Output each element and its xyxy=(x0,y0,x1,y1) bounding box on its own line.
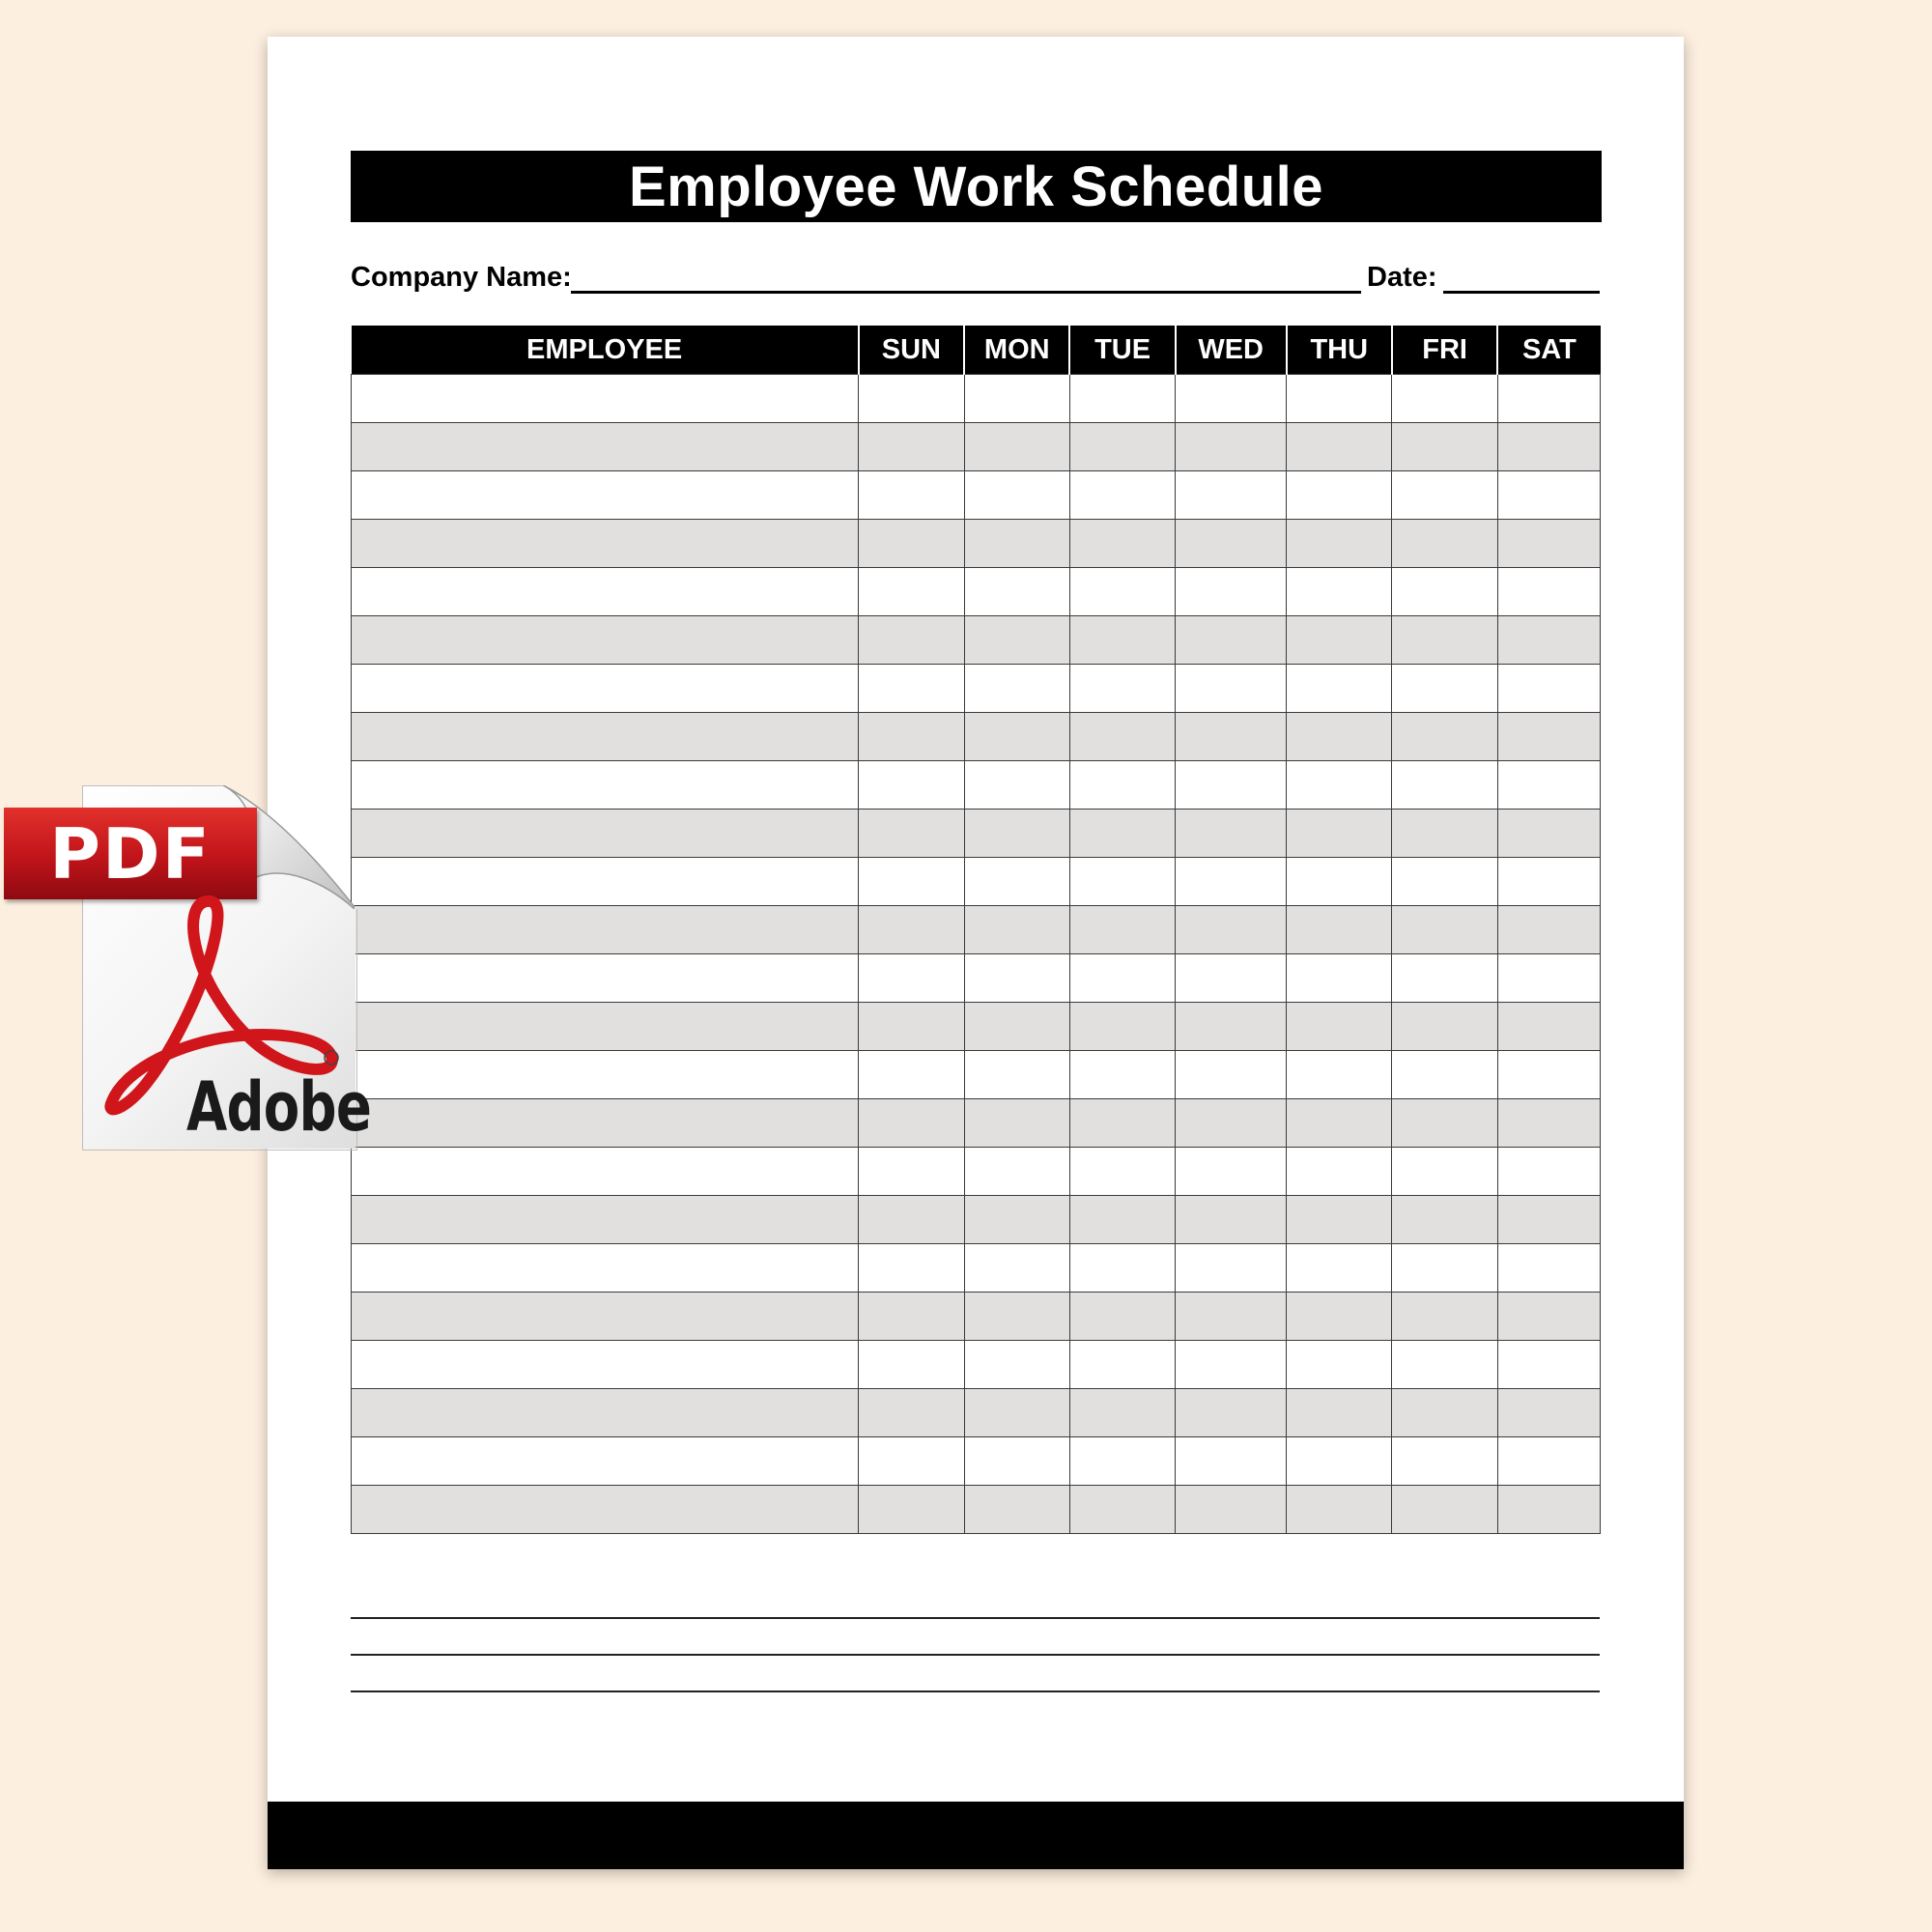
schedule-cell-mon[interactable] xyxy=(964,423,1069,471)
schedule-cell-fri[interactable] xyxy=(1392,713,1497,761)
schedule-cell-sun[interactable] xyxy=(859,1003,964,1051)
schedule-cell-sun[interactable] xyxy=(859,616,964,665)
notes-line[interactable] xyxy=(351,1690,1600,1692)
schedule-cell-sun[interactable] xyxy=(859,1437,964,1486)
schedule-cell-wed[interactable] xyxy=(1176,471,1287,520)
schedule-cell-tue[interactable] xyxy=(1069,1003,1175,1051)
schedule-cell-sun[interactable] xyxy=(859,568,964,616)
schedule-cell-fri[interactable] xyxy=(1392,954,1497,1003)
table-row xyxy=(352,1437,1601,1486)
schedule-cell-mon[interactable] xyxy=(964,858,1069,906)
schedule-cell-thu[interactable] xyxy=(1287,616,1392,665)
schedule-cell-tue[interactable] xyxy=(1069,665,1175,713)
schedule-table xyxy=(351,326,1601,1534)
table-row xyxy=(352,761,1601,810)
column-header-fri: FRI xyxy=(1392,326,1497,375)
schedule-cell-thu[interactable] xyxy=(1287,1341,1392,1389)
schedule-cell-thu[interactable] xyxy=(1287,1099,1392,1148)
schedule-cell-fri[interactable] xyxy=(1392,665,1497,713)
column-header-sun: SUN xyxy=(859,326,964,375)
schedule-cell-fri[interactable] xyxy=(1392,471,1497,520)
schedule-cell-mon[interactable] xyxy=(964,1244,1069,1293)
adobe-brand-label: Adobe xyxy=(186,1067,372,1147)
schedule-cell-sat[interactable] xyxy=(1497,665,1600,713)
schedule-cell-employee[interactable] xyxy=(352,1196,859,1244)
schedule-cell-thu[interactable] xyxy=(1287,1486,1392,1534)
schedule-cell-mon[interactable] xyxy=(964,1051,1069,1099)
schedule-cell-fri[interactable] xyxy=(1392,906,1497,954)
schedule-cell-employee[interactable] xyxy=(352,520,859,568)
schedule-cell-thu[interactable] xyxy=(1287,954,1392,1003)
schedule-cell-tue[interactable] xyxy=(1069,568,1175,616)
schedule-cell-wed[interactable] xyxy=(1176,665,1287,713)
schedule-cell-thu[interactable] xyxy=(1287,906,1392,954)
column-header-employee: EMPLOYEE xyxy=(352,326,859,375)
schedule-cell-wed[interactable] xyxy=(1176,423,1287,471)
schedule-cell-mon[interactable] xyxy=(964,616,1069,665)
table-row xyxy=(352,858,1601,906)
schedule-cell-thu[interactable] xyxy=(1287,713,1392,761)
table-row xyxy=(352,375,1601,423)
schedule-cell-tue[interactable] xyxy=(1069,1244,1175,1293)
schedule-cell-employee[interactable] xyxy=(352,1437,859,1486)
schedule-cell-sat[interactable] xyxy=(1497,1389,1600,1437)
schedule-cell-mon[interactable] xyxy=(964,1389,1069,1437)
footer-bar xyxy=(268,1802,1684,1869)
schedule-cell-thu[interactable] xyxy=(1287,520,1392,568)
schedule-cell-fri[interactable] xyxy=(1392,858,1497,906)
schedule-cell-employee[interactable] xyxy=(352,761,859,810)
schedule-cell-sat[interactable] xyxy=(1497,471,1600,520)
schedule-cell-mon[interactable] xyxy=(964,1099,1069,1148)
schedule-cell-tue[interactable] xyxy=(1069,1341,1175,1389)
schedule-cell-wed[interactable] xyxy=(1176,954,1287,1003)
schedule-cell-fri[interactable] xyxy=(1392,568,1497,616)
schedule-cell-thu[interactable] xyxy=(1287,858,1392,906)
schedule-cell-thu[interactable] xyxy=(1287,1244,1392,1293)
schedule-cell-thu[interactable] xyxy=(1287,761,1392,810)
schedule-cell-sat[interactable] xyxy=(1497,713,1600,761)
schedule-cell-employee[interactable] xyxy=(352,713,859,761)
table-row xyxy=(352,810,1601,858)
schedule-cell-sun[interactable] xyxy=(859,1341,964,1389)
table-row xyxy=(352,1196,1601,1244)
schedule-cell-employee[interactable] xyxy=(352,1003,859,1051)
schedule-cell-sat[interactable] xyxy=(1497,1051,1600,1099)
schedule-cell-wed[interactable] xyxy=(1176,1099,1287,1148)
schedule-cell-fri[interactable] xyxy=(1392,1244,1497,1293)
schedule-cell-mon[interactable] xyxy=(964,713,1069,761)
schedule-cell-sun[interactable] xyxy=(859,520,964,568)
schedule-cell-mon[interactable] xyxy=(964,906,1069,954)
schedule-cell-thu[interactable] xyxy=(1287,810,1392,858)
schedule-cell-employee[interactable] xyxy=(352,1486,859,1534)
table-row xyxy=(352,713,1601,761)
schedule-cell-fri[interactable] xyxy=(1392,1341,1497,1389)
date-label: Date: xyxy=(1367,262,1437,293)
schedule-cell-fri[interactable] xyxy=(1392,1003,1497,1051)
schedule-cell-tue[interactable] xyxy=(1069,1099,1175,1148)
schedule-cell-tue[interactable] xyxy=(1069,1486,1175,1534)
schedule-cell-employee[interactable] xyxy=(352,1148,859,1196)
schedule-cell-sat[interactable] xyxy=(1497,1196,1600,1244)
schedule-cell-tue[interactable] xyxy=(1069,1437,1175,1486)
table-row xyxy=(352,1148,1601,1196)
schedule-cell-sat[interactable] xyxy=(1497,1099,1600,1148)
schedule-cell-thu[interactable] xyxy=(1287,1148,1392,1196)
schedule-cell-tue[interactable] xyxy=(1069,810,1175,858)
schedule-cell-sun[interactable] xyxy=(859,1244,964,1293)
schedule-cell-wed[interactable] xyxy=(1176,375,1287,423)
schedule-cell-employee[interactable] xyxy=(352,665,859,713)
schedule-cell-sun[interactable] xyxy=(859,423,964,471)
schedule-cell-fri[interactable] xyxy=(1392,1437,1497,1486)
schedule-cell-tue[interactable] xyxy=(1069,858,1175,906)
schedule-cell-wed[interactable] xyxy=(1176,761,1287,810)
table-row xyxy=(352,568,1601,616)
schedule-cell-sun[interactable] xyxy=(859,1099,964,1148)
schedule-cell-sun[interactable] xyxy=(859,375,964,423)
pdf-label: PDF xyxy=(4,808,257,899)
schedule-page xyxy=(268,37,1684,1869)
schedule-cell-mon[interactable] xyxy=(964,1437,1069,1486)
table-row xyxy=(352,423,1601,471)
schedule-cell-employee[interactable] xyxy=(352,858,859,906)
column-header-tue: TUE xyxy=(1069,326,1175,375)
table-row xyxy=(352,1486,1601,1534)
company-name-label: Company Name: xyxy=(351,262,572,293)
table-row xyxy=(352,1003,1601,1051)
schedule-cell-sun[interactable] xyxy=(859,1389,964,1437)
schedule-cell-sun[interactable] xyxy=(859,954,964,1003)
schedule-cell-thu[interactable] xyxy=(1287,471,1392,520)
schedule-cell-sat[interactable] xyxy=(1497,1244,1600,1293)
schedule-cell-wed[interactable] xyxy=(1176,520,1287,568)
column-header-sat: SAT xyxy=(1497,326,1600,375)
schedule-cell-employee[interactable] xyxy=(352,616,859,665)
schedule-cell-thu[interactable] xyxy=(1287,568,1392,616)
schedule-cell-tue[interactable] xyxy=(1069,423,1175,471)
schedule-cell-wed[interactable] xyxy=(1176,1196,1287,1244)
schedule-cell-employee[interactable] xyxy=(352,1293,859,1341)
schedule-cell-fri[interactable] xyxy=(1392,1486,1497,1534)
schedule-cell-sat[interactable] xyxy=(1497,1437,1600,1486)
schedule-cell-thu[interactable] xyxy=(1287,423,1392,471)
schedule-cell-sun[interactable] xyxy=(859,665,964,713)
schedule-cell-sun[interactable] xyxy=(859,906,964,954)
schedule-cell-mon[interactable] xyxy=(964,1341,1069,1389)
schedule-cell-sun[interactable] xyxy=(859,1196,964,1244)
schedule-cell-employee[interactable] xyxy=(352,1389,859,1437)
schedule-cell-mon[interactable] xyxy=(964,954,1069,1003)
schedule-cell-employee[interactable] xyxy=(352,906,859,954)
schedule-cell-sun[interactable] xyxy=(859,810,964,858)
table-row xyxy=(352,954,1601,1003)
schedule-cell-tue[interactable] xyxy=(1069,761,1175,810)
schedule-cell-fri[interactable] xyxy=(1392,1196,1497,1244)
schedule-cell-thu[interactable] xyxy=(1287,1051,1392,1099)
schedule-cell-mon[interactable] xyxy=(964,1003,1069,1051)
table-row xyxy=(352,1051,1601,1099)
schedule-cell-wed[interactable] xyxy=(1176,1244,1287,1293)
schedule-cell-fri[interactable] xyxy=(1392,520,1497,568)
schedule-cell-mon[interactable] xyxy=(964,1486,1069,1534)
table-row xyxy=(352,1244,1601,1293)
schedule-cell-employee[interactable] xyxy=(352,471,859,520)
schedule-cell-tue[interactable] xyxy=(1069,1196,1175,1244)
schedule-cell-sun[interactable] xyxy=(859,761,964,810)
schedule-cell-sat[interactable] xyxy=(1497,954,1600,1003)
schedule-cell-thu[interactable] xyxy=(1287,1437,1392,1486)
date-field[interactable] xyxy=(1443,291,1600,294)
column-header-wed: WED xyxy=(1176,326,1287,375)
schedule-cell-sun[interactable] xyxy=(859,1051,964,1099)
schedule-cell-sat[interactable] xyxy=(1497,1486,1600,1534)
table-row xyxy=(352,1389,1601,1437)
schedule-cell-employee[interactable] xyxy=(352,568,859,616)
schedule-cell-employee[interactable] xyxy=(352,375,859,423)
schedule-cell-fri[interactable] xyxy=(1392,423,1497,471)
table-body xyxy=(352,375,1601,1534)
schedule-cell-wed[interactable] xyxy=(1176,1003,1287,1051)
schedule-cell-thu[interactable] xyxy=(1287,1196,1392,1244)
schedule-cell-wed[interactable] xyxy=(1176,1389,1287,1437)
schedule-cell-sun[interactable] xyxy=(859,471,964,520)
schedule-cell-sun[interactable] xyxy=(859,1486,964,1534)
schedule-cell-tue[interactable] xyxy=(1069,954,1175,1003)
notes-line[interactable] xyxy=(351,1654,1600,1656)
schedule-cell-tue[interactable] xyxy=(1069,471,1175,520)
schedule-cell-mon[interactable] xyxy=(964,471,1069,520)
schedule-cell-wed[interactable] xyxy=(1176,1437,1287,1486)
schedule-cell-mon[interactable] xyxy=(964,520,1069,568)
schedule-cell-mon[interactable] xyxy=(964,568,1069,616)
schedule-cell-employee[interactable] xyxy=(352,954,859,1003)
schedule-cell-tue[interactable] xyxy=(1069,520,1175,568)
schedule-cell-sat[interactable] xyxy=(1497,1341,1600,1389)
schedule-cell-sun[interactable] xyxy=(859,1148,964,1196)
table-row xyxy=(352,1099,1601,1148)
schedule-cell-wed[interactable] xyxy=(1176,810,1287,858)
schedule-cell-wed[interactable] xyxy=(1176,1341,1287,1389)
schedule-cell-wed[interactable] xyxy=(1176,568,1287,616)
schedule-cell-wed[interactable] xyxy=(1176,906,1287,954)
schedule-cell-sat[interactable] xyxy=(1497,616,1600,665)
schedule-cell-tue[interactable] xyxy=(1069,906,1175,954)
table-row xyxy=(352,1293,1601,1341)
schedule-cell-fri[interactable] xyxy=(1392,375,1497,423)
schedule-cell-mon[interactable] xyxy=(964,1293,1069,1341)
schedule-cell-mon[interactable] xyxy=(964,375,1069,423)
schedule-cell-sat[interactable] xyxy=(1497,761,1600,810)
schedule-cell-fri[interactable] xyxy=(1392,616,1497,665)
schedule-cell-employee[interactable] xyxy=(352,810,859,858)
schedule-cell-thu[interactable] xyxy=(1287,1389,1392,1437)
schedule-cell-mon[interactable] xyxy=(964,1196,1069,1244)
schedule-cell-fri[interactable] xyxy=(1392,1389,1497,1437)
schedule-cell-fri[interactable] xyxy=(1392,1099,1497,1148)
schedule-cell-sun[interactable] xyxy=(859,858,964,906)
table-row xyxy=(352,616,1601,665)
schedule-cell-sun[interactable] xyxy=(859,713,964,761)
table-row xyxy=(352,471,1601,520)
schedule-cell-thu[interactable] xyxy=(1287,1003,1392,1051)
schedule-cell-sat[interactable] xyxy=(1497,520,1600,568)
schedule-cell-mon[interactable] xyxy=(964,810,1069,858)
schedule-cell-sat[interactable] xyxy=(1497,375,1600,423)
schedule-cell-fri[interactable] xyxy=(1392,810,1497,858)
schedule-cell-wed[interactable] xyxy=(1176,1293,1287,1341)
table-header-row xyxy=(352,326,1601,375)
schedule-cell-wed[interactable] xyxy=(1176,1486,1287,1534)
schedule-cell-tue[interactable] xyxy=(1069,713,1175,761)
schedule-cell-employee[interactable] xyxy=(352,1051,859,1099)
schedule-cell-employee[interactable] xyxy=(352,1099,859,1148)
notes-line[interactable] xyxy=(351,1617,1600,1619)
schedule-cell-fri[interactable] xyxy=(1392,1293,1497,1341)
schedule-cell-tue[interactable] xyxy=(1069,1051,1175,1099)
column-header-thu: THU xyxy=(1287,326,1392,375)
schedule-cell-wed[interactable] xyxy=(1176,1051,1287,1099)
column-header-mon: MON xyxy=(964,326,1069,375)
table-row xyxy=(352,906,1601,954)
schedule-cell-sat[interactable] xyxy=(1497,1003,1600,1051)
schedule-cell-mon[interactable] xyxy=(964,1148,1069,1196)
schedule-cell-sat[interactable] xyxy=(1497,858,1600,906)
schedule-cell-employee[interactable] xyxy=(352,1244,859,1293)
schedule-cell-sat[interactable] xyxy=(1497,1148,1600,1196)
schedule-cell-mon[interactable] xyxy=(964,665,1069,713)
company-name-field[interactable] xyxy=(571,291,1361,294)
table-row xyxy=(352,1341,1601,1389)
schedule-cell-tue[interactable] xyxy=(1069,1148,1175,1196)
schedule-cell-sat[interactable] xyxy=(1497,1293,1600,1341)
schedule-cell-sat[interactable] xyxy=(1497,568,1600,616)
schedule-cell-tue[interactable] xyxy=(1069,1389,1175,1437)
schedule-cell-employee[interactable] xyxy=(352,1341,859,1389)
schedule-cell-wed[interactable] xyxy=(1176,713,1287,761)
schedule-cell-fri[interactable] xyxy=(1392,1051,1497,1099)
schedule-cell-sat[interactable] xyxy=(1497,906,1600,954)
schedule-cell-tue[interactable] xyxy=(1069,1293,1175,1341)
schedule-cell-wed[interactable] xyxy=(1176,1148,1287,1196)
schedule-cell-fri[interactable] xyxy=(1392,1148,1497,1196)
schedule-cell-sat[interactable] xyxy=(1497,423,1600,471)
schedule-cell-employee[interactable] xyxy=(352,423,859,471)
schedule-cell-wed[interactable] xyxy=(1176,616,1287,665)
table-row xyxy=(352,665,1601,713)
schedule-cell-fri[interactable] xyxy=(1392,761,1497,810)
page-title: Employee Work Schedule xyxy=(351,151,1602,222)
schedule-cell-sun[interactable] xyxy=(859,1293,964,1341)
schedule-cell-sat[interactable] xyxy=(1497,810,1600,858)
schedule-cell-wed[interactable] xyxy=(1176,858,1287,906)
schedule-cell-thu[interactable] xyxy=(1287,665,1392,713)
schedule-cell-mon[interactable] xyxy=(964,761,1069,810)
schedule-cell-tue[interactable] xyxy=(1069,375,1175,423)
schedule-cell-thu[interactable] xyxy=(1287,375,1392,423)
schedule-cell-tue[interactable] xyxy=(1069,616,1175,665)
schedule-cell-thu[interactable] xyxy=(1287,1293,1392,1341)
table-row xyxy=(352,520,1601,568)
